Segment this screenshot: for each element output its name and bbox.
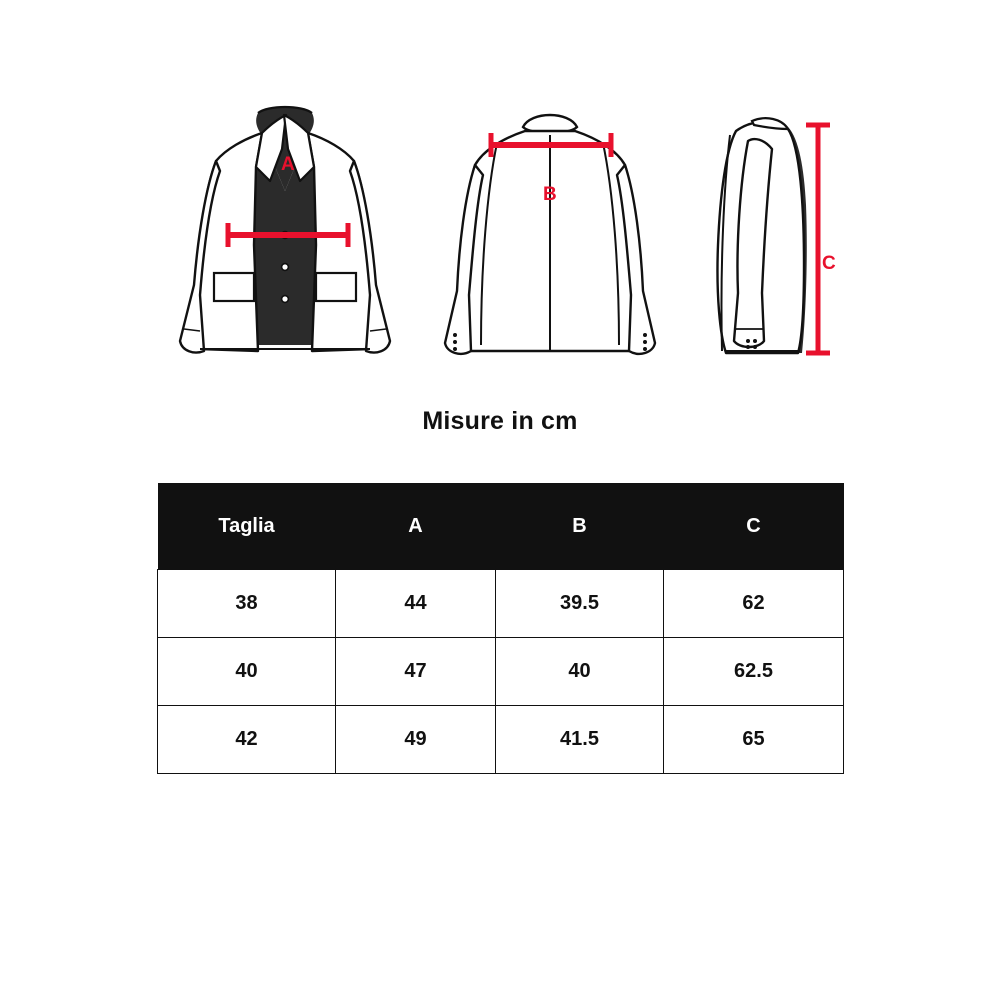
cell-a: 49 — [336, 706, 496, 774]
jacket-back-drawing — [435, 95, 665, 375]
cell-a: 47 — [336, 638, 496, 706]
column-header-c: C — [664, 483, 844, 570]
cell-c: 62.5 — [664, 638, 844, 706]
caption-measures-unit: Misure in cm — [422, 407, 578, 435]
jacket-back-view — [435, 95, 665, 380]
measure-label-c: C — [822, 253, 836, 274]
cell-size: 40 — [158, 638, 336, 706]
measure-line-c — [806, 125, 830, 353]
column-header-a: A — [336, 483, 496, 570]
table-row — [158, 570, 844, 638]
jacket-side-view — [690, 95, 860, 380]
size-table-wrap — [157, 483, 843, 774]
cell-size: 38 — [158, 570, 336, 638]
measure-label-a: A — [281, 154, 295, 175]
column-header-taglia: Taglia — [158, 483, 336, 570]
cell-size: 42 — [158, 706, 336, 774]
table-header-row — [158, 483, 844, 570]
column-header-b: B — [496, 483, 664, 570]
cell-b: 39.5 — [496, 570, 664, 638]
jacket-front-view — [170, 95, 400, 380]
cell-c: 65 — [664, 706, 844, 774]
cell-a: 44 — [336, 570, 496, 638]
cell-b: 40 — [496, 638, 664, 706]
illustration-group — [0, 95, 1000, 385]
jacket-side-drawing — [690, 95, 860, 375]
table-row — [158, 706, 844, 774]
table-row — [158, 638, 844, 706]
cell-b: 41.5 — [496, 706, 664, 774]
size-table — [157, 483, 844, 774]
measure-label-b: B — [543, 184, 557, 205]
cell-c: 62 — [664, 570, 844, 638]
jacket-front-drawing — [170, 95, 400, 375]
